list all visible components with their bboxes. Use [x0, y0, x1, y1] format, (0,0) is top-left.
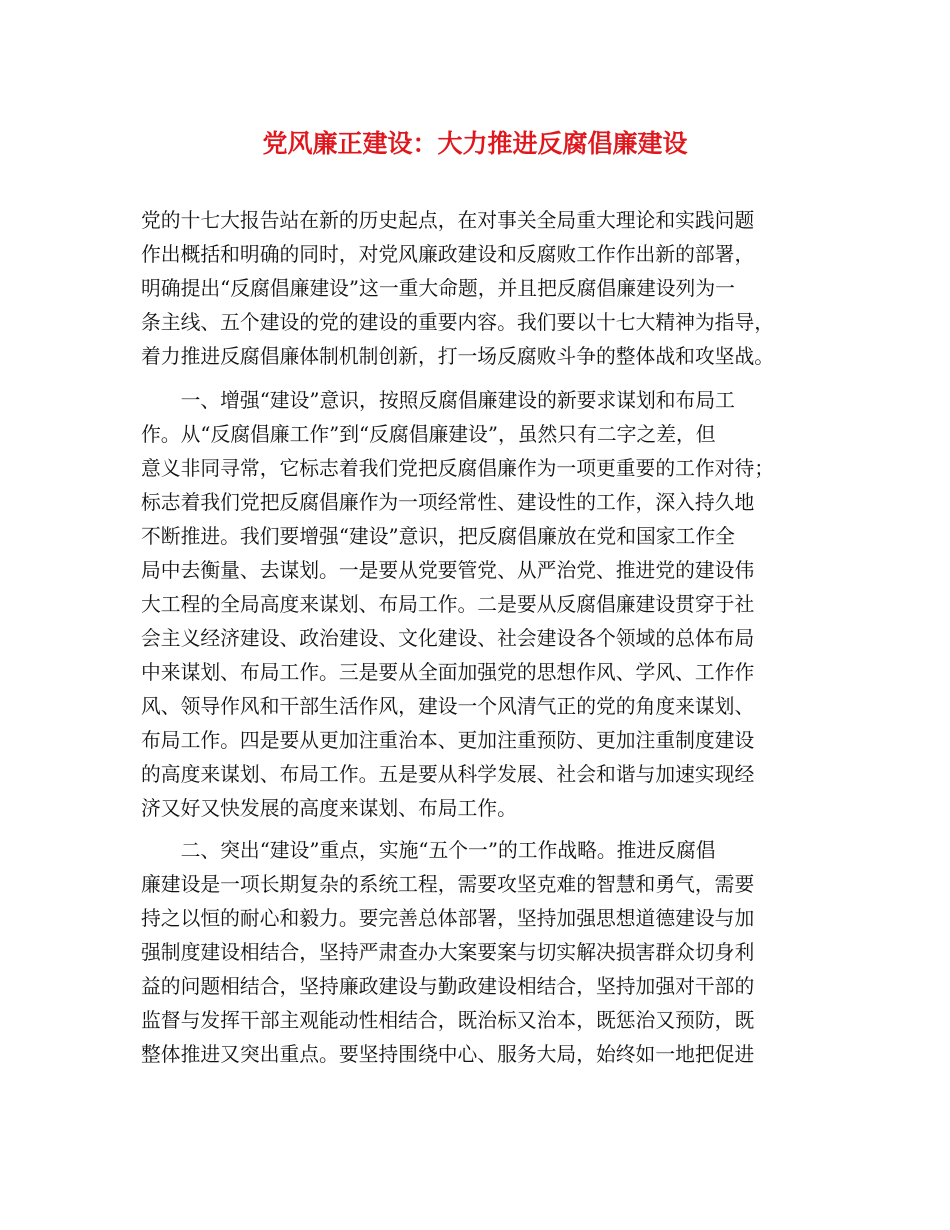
- body-line-18: 济又好又快发展的高度来谋划、布局工作。: [141, 797, 517, 820]
- body-line-13: 会主义经济建设、政治建设、文化建设、社会建设各个领域的总体布局: [141, 627, 755, 650]
- body-line-25: 整体推进又突出重点。要坚持围绕中心、服务大局，始终如一地把促进: [141, 1043, 755, 1066]
- body-line-2: 作出概括和明确的同时，对党风廉政建设和反腐败工作作出新的部署，: [141, 243, 755, 266]
- body-line-1: 党的十七大报告站在新的历史起点，在对事关全局重大理论和实践问题: [141, 209, 755, 232]
- body-line-6: 一、增强“建设”意识，按照反腐倡廉建设的新要求谋划和布局工: [141, 389, 735, 412]
- body-line-21: 持之以恒的耐心和毅力。要完善总体部署，坚持加强思想道德建设与加: [141, 907, 755, 930]
- body-line-9: 标志着我们党把反腐倡廉作为一项经常性、建设性的工作，深入持久地: [141, 491, 755, 514]
- body-line-15: 风、领导作风和干部生活作风，建设一个风清气正的党的角度来谋划、: [141, 695, 755, 718]
- body-line-3: 明确提出“反腐倡廉建设”这一重大命题，并且把反腐倡廉建设列为一: [141, 277, 735, 300]
- body-line-16: 布局工作。四是要从更加注重治本、更加注重预防、更加注重制度建设: [141, 729, 755, 752]
- body-line-10: 不断推进。我们要增强“建设”意识，把反腐倡廉放在党和国家工作全: [141, 525, 735, 548]
- body-line-7: 作。从“反腐倡廉工作”到“反腐倡廉建设”，虽然只有二字之差，但: [141, 423, 716, 446]
- document-title: 党风廉正建设：大力推进反腐倡廉建设: [262, 129, 688, 158]
- body-line-22: 强制度建设相结合，坚持严肃查办大案要案与切实解决损害群众切身利: [141, 941, 755, 964]
- body-line-11: 局中去衡量、去谋划。一是要从党要管党、从严治党、推进党的建设伟: [141, 559, 755, 582]
- body-line-8: 意义非同寻常，它标志着我们党把反腐倡廉作为一项更重要的工作对待；: [141, 457, 775, 480]
- body-line-17: 的高度来谋划、布局工作。五是要从科学发展、社会和谐与加速实现经: [141, 763, 755, 786]
- body-line-14: 中来谋划、布局工作。三是要从全面加强党的思想作风、学风、工作作: [141, 661, 755, 684]
- body-line-23: 益的问题相结合，坚持廉政建设与勤政建设相结合，坚持加强对干部的: [141, 975, 755, 998]
- body-line-5: 着力推进反腐倡廉体制机制创新，打一场反腐败斗争的整体战和攻坚战。: [141, 345, 775, 368]
- body-line-19: 二、突出“建设”重点，实施“五个一”的工作战略。推进反腐倡: [141, 839, 716, 862]
- body-line-12: 大工程的全局高度来谋划、布局工作。二是要从反腐倡廉建设贯穿于社: [141, 593, 755, 616]
- body-line-24: 监督与发挥干部主观能动性相结合，既治标又治本，既惩治又预防，既: [141, 1009, 755, 1032]
- body-line-20: 廉建设是一项长期复杂的系统工程，需要攻坚克难的智慧和勇气，需要: [141, 873, 755, 896]
- body-line-4: 条主线、五个建设的党的建设的重要内容。我们要以十七大精神为指导，: [141, 311, 775, 334]
